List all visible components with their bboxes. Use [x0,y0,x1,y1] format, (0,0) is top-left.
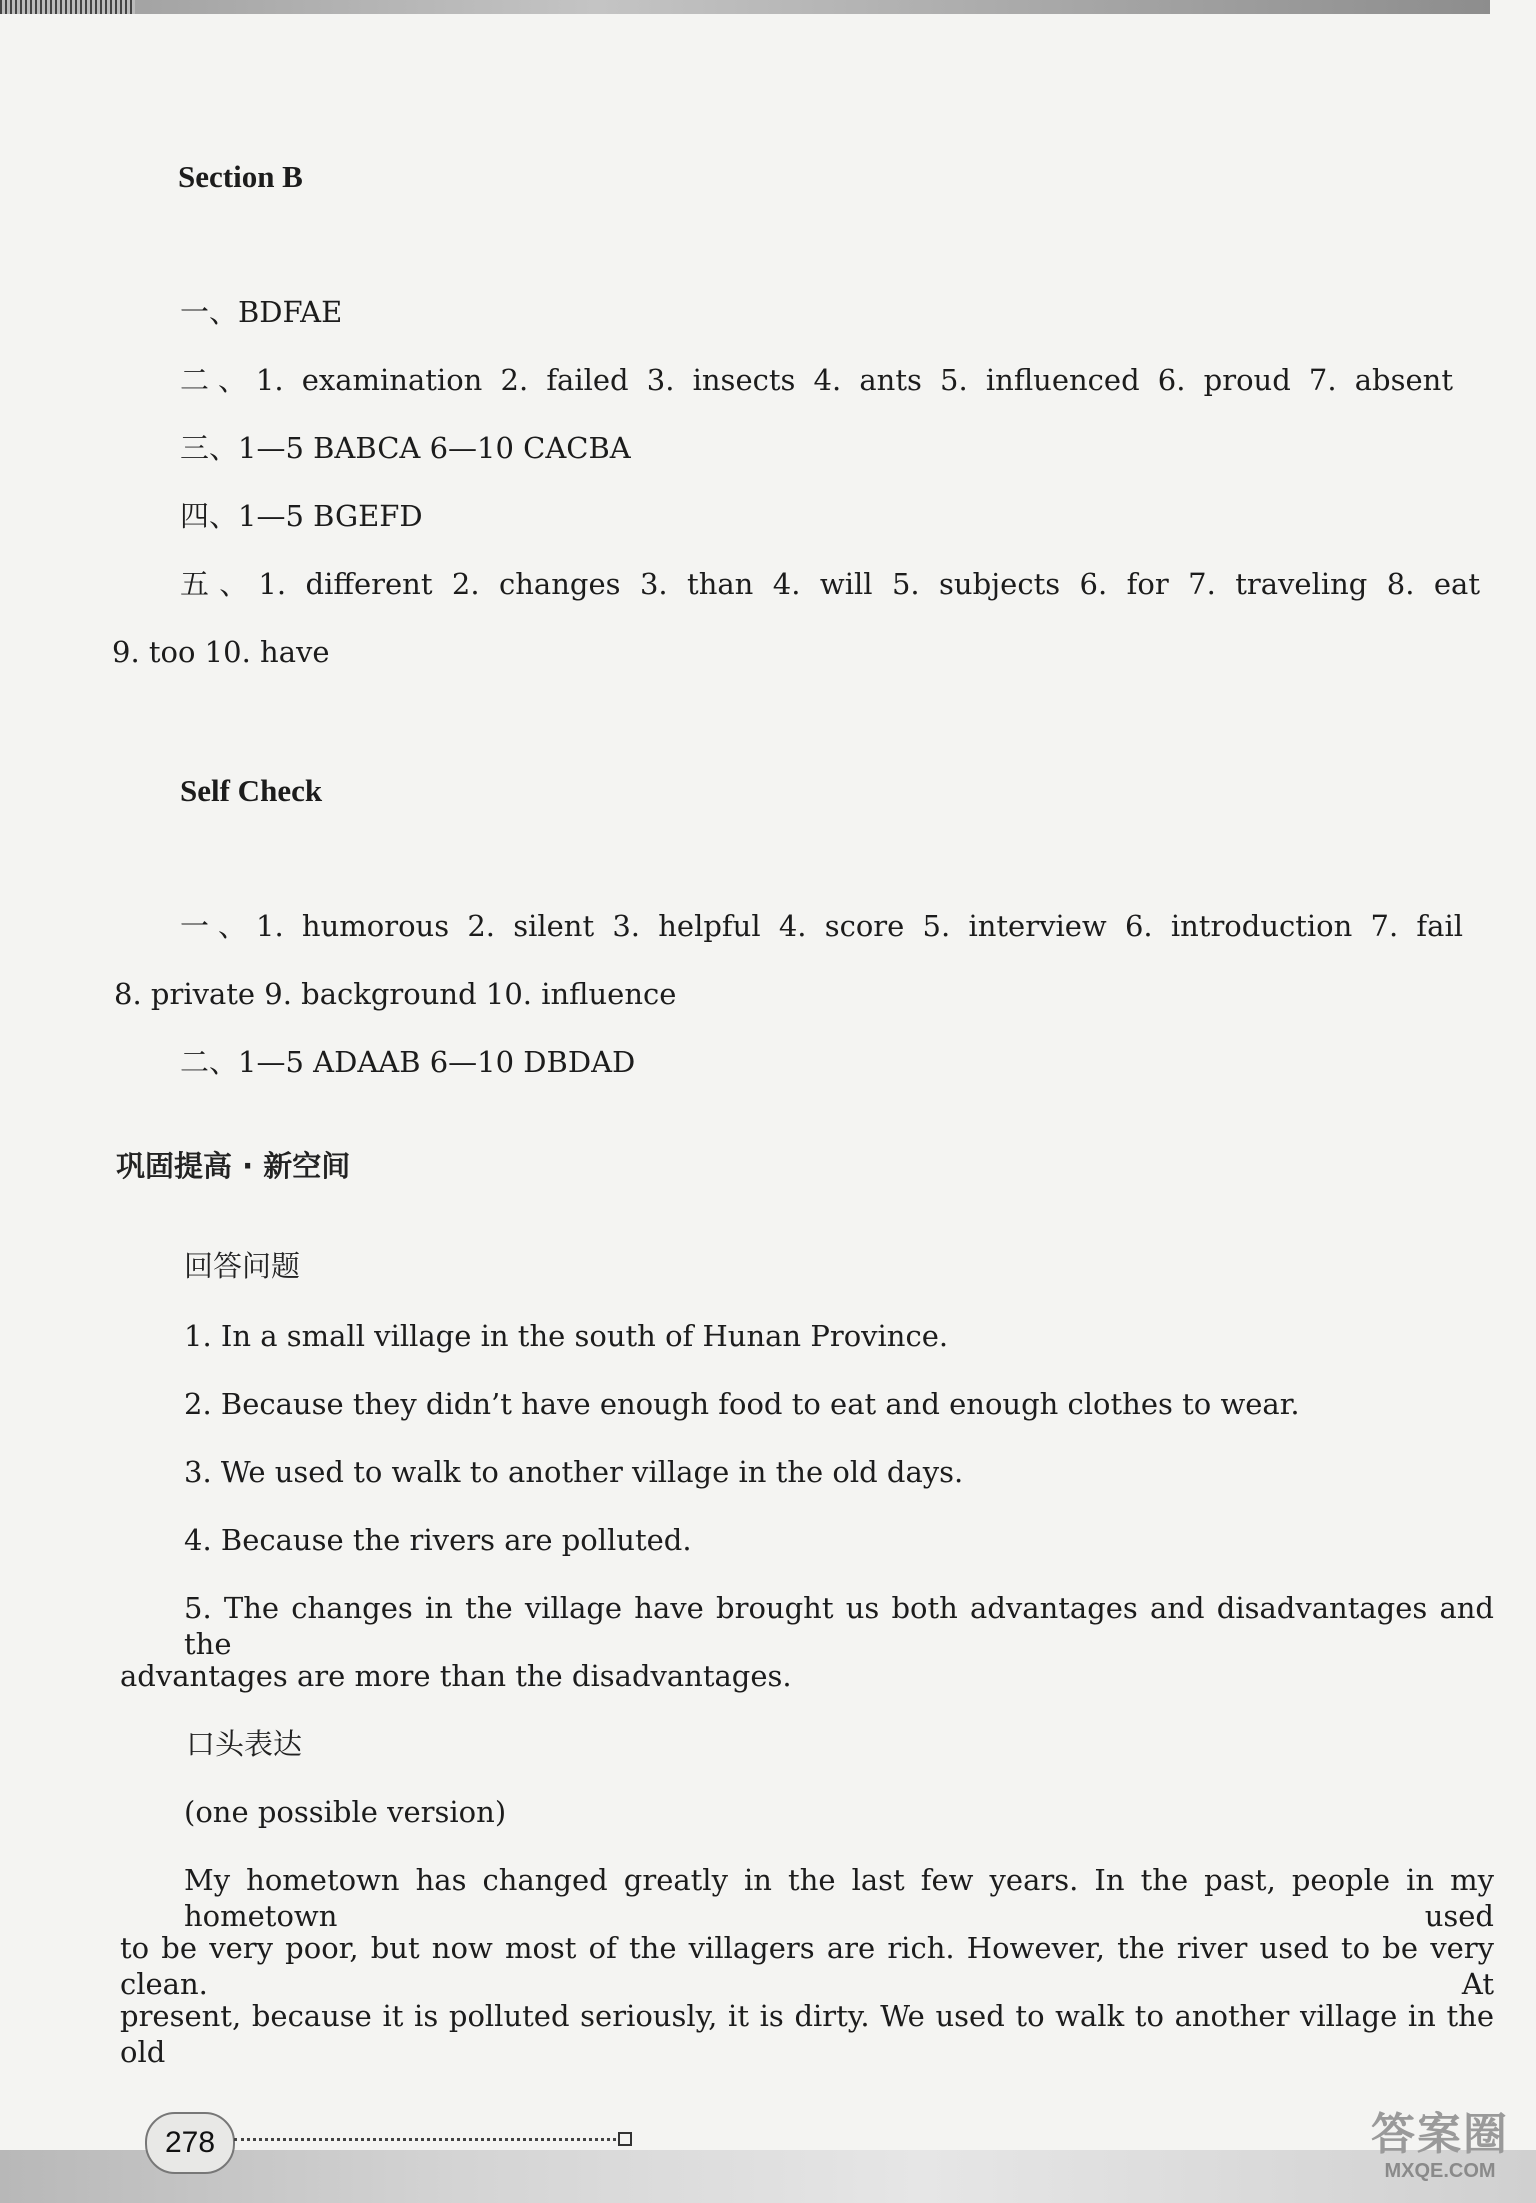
answer-line-5: 5. The changes in the village have brought us both advantages and disadvantages and the [184,1591,1494,1661]
answer-line-3: 3. We used to walk to another village in the old days. [184,1455,964,1489]
watermark-url: MXQE.COM [1384,2160,1496,2182]
watermark-logo: 答案圈 [1371,2110,1509,2159]
answer-line-1: 1. In a small village in the south of Hunan Province. [184,1319,949,1353]
answer-line-2: 2. Because they didn’t have enough food to eat and enough clothes to wear. [184,1387,1300,1421]
top-decorative-strip [0,0,1490,14]
section-b-heading: Section B [178,159,303,194]
self-check-line-2: 8. private 9. background 10. influence [114,977,677,1011]
footer-rule-end-square [618,2132,632,2146]
oral-expression-note: (one possible version) [184,1795,507,1829]
answer-line-6: advantages are more than the disadvantages. [120,1659,792,1693]
page-number: 278 [145,2112,235,2174]
oral-line-3: present, because it is polluted seriously, it is dirty. We used to walk to another village in the old [120,1999,1494,2069]
oral-expression-title: 口头表达 [186,1727,303,1761]
top-tick-marks [0,0,135,14]
answer-line-4: 4. Because the rivers are polluted. [184,1523,692,1557]
self-check-heading: Self Check [180,773,323,808]
section-b-line-3: 三、1—5 BABCA 6—10 CACBA [180,431,631,465]
section-b-line-6: 9. too 10. have [112,635,330,669]
section-b-line-4: 四、1—5 BGEFD [180,499,423,533]
oral-line-1: My hometown has changed greatly in the last few years. In the past, people in my hometown used [184,1863,1494,1933]
watermark [1355,2110,1525,2190]
section-b-line-5: 五、1. different 2. changes 3. than 4. will 5. subjects 6. for 7. traveling 8. eat [180,567,1480,601]
self-check-line-3: 二、1—5 ADAAB 6—10 DBDAD [180,1045,636,1079]
self-check-line-1: 一、1. humorous 2. silent 3. helpful 4. score 5. interview 6. introduction 7. fail [180,909,1463,943]
section-b-line-1: 一、BDFAE [180,295,343,329]
footer-dotted-rule [234,2138,616,2141]
section-b-line-2: 二、1. examination 2. failed 3. insects 4. ants 5. influenced 6. proud 7. absent [180,363,1453,397]
consolidation-heading: 巩固提高 · 新空间 [116,1149,351,1183]
oral-line-2: to be very poor, but now most of the villagers are rich. However, the river used to be very clean. At [120,1931,1494,2001]
answer-questions-title: 回答问题 [184,1249,301,1283]
